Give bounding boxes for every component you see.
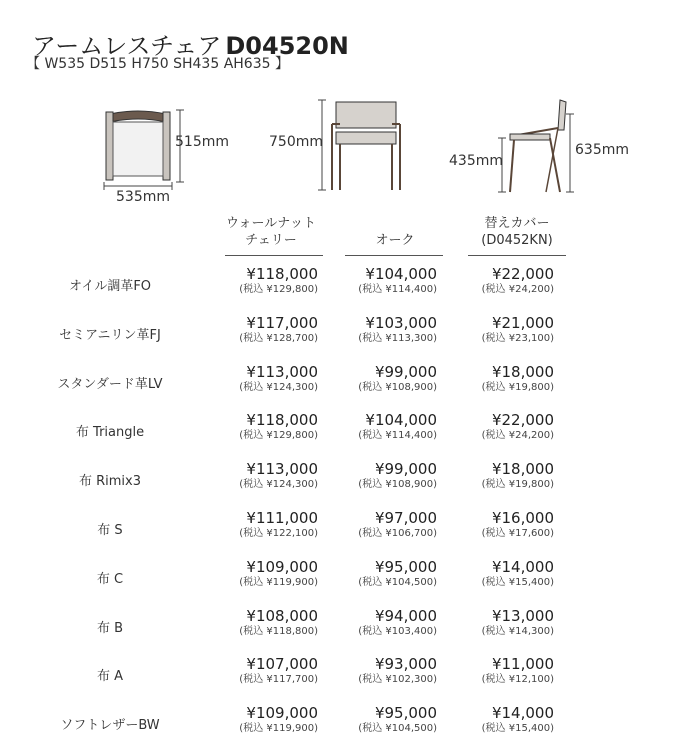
row-label: 布 Rimix3	[78, 474, 142, 489]
price-excl-tax: ¥14,000	[491, 704, 554, 722]
price-incl-tax: (税込 ¥119,900)	[239, 723, 318, 734]
price-incl-tax: (税込 ¥113,300)	[358, 333, 437, 344]
price-cell	[327, 655, 437, 687]
price-excl-tax: ¥93,000	[374, 655, 437, 673]
price-cell	[208, 265, 318, 297]
price-excl-tax: ¥118,000	[246, 411, 318, 429]
price-cell	[444, 607, 554, 639]
price-incl-tax: (税込 ¥24,200)	[481, 430, 554, 441]
price-excl-tax: ¥109,000	[246, 704, 318, 722]
price-excl-tax: ¥18,000	[491, 460, 554, 478]
column-divider	[468, 255, 566, 256]
price-cell	[327, 314, 437, 346]
price-cell	[327, 460, 437, 492]
price-cell	[444, 655, 554, 687]
column-header-walnut-cherry	[216, 215, 326, 249]
price-incl-tax: (税込 ¥129,800)	[239, 430, 318, 441]
price-incl-tax: (税込 ¥19,800)	[481, 479, 554, 490]
price-cell	[444, 411, 554, 443]
price-excl-tax: ¥11,000	[491, 655, 554, 673]
chair-front-view-diagram	[318, 96, 408, 196]
price-excl-tax: ¥104,000	[365, 265, 437, 283]
price-cell	[208, 558, 318, 590]
depth-dimension-label: 515mm	[175, 134, 229, 150]
price-excl-tax: ¥14,000	[491, 558, 554, 576]
price-incl-tax: (税込 ¥24,200)	[481, 284, 554, 295]
column-divider	[345, 255, 443, 256]
price-excl-tax: ¥21,000	[491, 314, 554, 332]
price-cell	[444, 704, 554, 736]
price-cell	[327, 411, 437, 443]
price-cell	[327, 704, 437, 736]
price-cell	[444, 460, 554, 492]
price-incl-tax: (税込 ¥102,300)	[358, 674, 437, 685]
model-number: D04520N	[225, 32, 349, 60]
price-excl-tax: ¥22,000	[491, 265, 554, 283]
price-excl-tax: ¥109,000	[246, 558, 318, 576]
dimensions-summary: 【 W535 D515 H750 SH435 AH635 】	[26, 56, 289, 72]
row-label: 布 A	[96, 669, 124, 684]
price-cell	[444, 265, 554, 297]
price-excl-tax: ¥108,000	[246, 607, 318, 625]
price-incl-tax: (税込 ¥104,500)	[358, 577, 437, 588]
price-incl-tax: (税込 ¥19,800)	[481, 382, 554, 393]
row-label: オイル調革FO	[68, 279, 152, 294]
price-incl-tax: (税込 ¥106,700)	[358, 528, 437, 539]
price-incl-tax: (税込 ¥108,900)	[358, 479, 437, 490]
price-cell	[444, 558, 554, 590]
price-excl-tax: ¥99,000	[374, 460, 437, 478]
price-excl-tax: ¥103,000	[365, 314, 437, 332]
column-divider	[225, 255, 323, 256]
price-incl-tax: (税込 ¥128,700)	[239, 333, 318, 344]
column-header-line2: (D0452KN)	[481, 233, 553, 248]
row-label: 布 Triangle	[75, 425, 145, 440]
price-cell	[208, 363, 318, 395]
column-header-line2: チェリー	[245, 233, 297, 248]
row-label: ソフトレザーBW	[60, 718, 160, 733]
column-header-line2: オーク	[375, 233, 415, 248]
price-excl-tax: ¥99,000	[374, 363, 437, 381]
price-incl-tax: (税込 ¥129,800)	[239, 284, 318, 295]
price-cell	[208, 314, 318, 346]
price-excl-tax: ¥22,000	[491, 411, 554, 429]
column-header-oak	[340, 215, 450, 249]
price-incl-tax: (税込 ¥23,100)	[481, 333, 554, 344]
price-excl-tax: ¥104,000	[365, 411, 437, 429]
price-cell	[444, 314, 554, 346]
price-cell	[327, 363, 437, 395]
price-incl-tax: (税込 ¥17,600)	[481, 528, 554, 539]
price-cell	[444, 363, 554, 395]
price-excl-tax: ¥113,000	[246, 363, 318, 381]
price-incl-tax: (税込 ¥12,100)	[481, 674, 554, 685]
height-dimension-label: 750mm	[269, 134, 323, 150]
arm-height-dimension-label: 635mm	[575, 142, 629, 158]
row-label: スタンダード革LV	[57, 377, 163, 392]
price-incl-tax: (税込 ¥15,400)	[481, 723, 554, 734]
price-cell	[208, 607, 318, 639]
column-header-line1	[340, 215, 450, 232]
price-incl-tax: (税込 ¥14,300)	[481, 626, 554, 637]
price-excl-tax: ¥13,000	[491, 607, 554, 625]
price-incl-tax: (税込 ¥118,800)	[239, 626, 318, 637]
price-incl-tax: (税込 ¥122,100)	[239, 528, 318, 539]
price-incl-tax: (税込 ¥108,900)	[358, 382, 437, 393]
row-label: 布 B	[96, 621, 124, 636]
column-header-line1: ウォールナット	[226, 216, 316, 231]
price-cell	[208, 655, 318, 687]
chair-side-view-diagram	[494, 94, 574, 196]
row-label: 布 C	[96, 572, 124, 587]
width-dimension-label: 535mm	[116, 189, 170, 205]
price-excl-tax: ¥94,000	[374, 607, 437, 625]
price-excl-tax: ¥95,000	[374, 704, 437, 722]
price-excl-tax: ¥95,000	[374, 558, 437, 576]
price-excl-tax: ¥118,000	[246, 265, 318, 283]
row-label: 布 S	[97, 523, 123, 538]
price-cell	[327, 558, 437, 590]
column-header-replacement-cover	[462, 215, 572, 249]
price-incl-tax: (税込 ¥119,900)	[239, 577, 318, 588]
price-incl-tax: (税込 ¥124,300)	[239, 479, 318, 490]
price-excl-tax: ¥97,000	[374, 509, 437, 527]
price-cell	[327, 265, 437, 297]
price-cell	[208, 704, 318, 736]
price-incl-tax: (税込 ¥117,700)	[239, 674, 318, 685]
column-header-line1: 替えカバー	[484, 216, 550, 231]
price-incl-tax: (税込 ¥15,400)	[481, 577, 554, 588]
price-excl-tax: ¥117,000	[246, 314, 318, 332]
price-incl-tax: (税込 ¥104,500)	[358, 723, 437, 734]
price-incl-tax: (税込 ¥124,300)	[239, 382, 318, 393]
price-incl-tax: (税込 ¥114,400)	[358, 284, 437, 295]
price-cell	[208, 460, 318, 492]
price-excl-tax: ¥16,000	[491, 509, 554, 527]
price-incl-tax: (税込 ¥103,400)	[358, 626, 437, 637]
row-label: セミアニリン革FJ	[59, 328, 161, 343]
price-excl-tax: ¥113,000	[246, 460, 318, 478]
product-name: アームレスチェア	[32, 32, 222, 60]
price-excl-tax: ¥111,000	[246, 509, 318, 527]
price-cell	[327, 509, 437, 541]
seat-height-dimension-label: 435mm	[449, 153, 503, 169]
price-cell	[208, 411, 318, 443]
price-cell	[327, 607, 437, 639]
price-excl-tax: ¥107,000	[246, 655, 318, 673]
price-incl-tax: (税込 ¥114,400)	[358, 430, 437, 441]
price-cell	[208, 509, 318, 541]
price-excl-tax: ¥18,000	[491, 363, 554, 381]
price-cell	[444, 509, 554, 541]
